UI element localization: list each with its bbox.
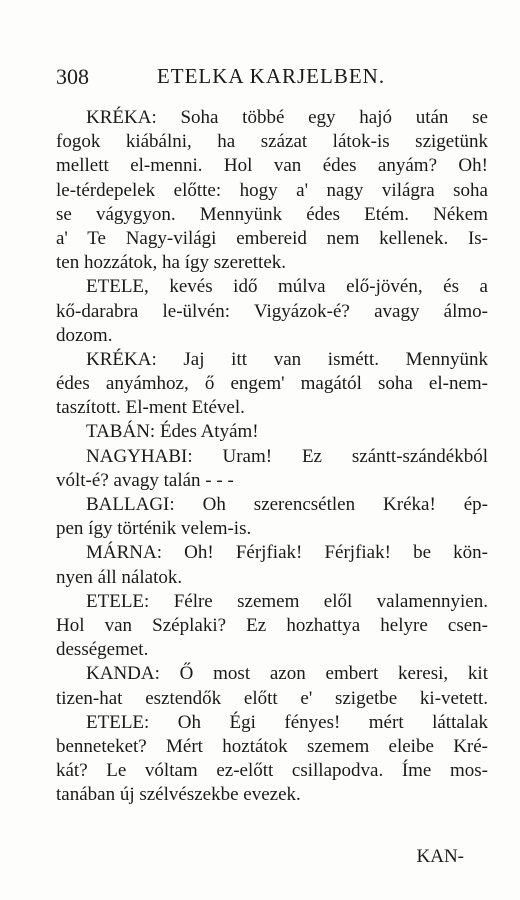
text-line: TABÁN: Édes Atyám!: [86, 421, 259, 443]
running-title: ETELKA KARJELBEN.: [156, 64, 386, 88]
text-line: dességemet.: [56, 639, 149, 661]
text-line: mellett el-menni. Hol van édes anyám? Oh!: [56, 155, 488, 177]
body-text: [56, 106, 488, 807]
page-number: 308: [56, 64, 89, 89]
text-line: se vágygyon. Mennyünk édes Etém. Nékem: [56, 203, 488, 225]
text-line: KRÉKA: Soha többé egy hajó után se: [86, 107, 488, 128]
stage-direction-text: ETELE, kevés idő múlva elő-jövén, és a: [86, 276, 488, 298]
text-line: ETELE: Oh Égi fényes! mért láttalak: [86, 711, 488, 733]
text-line: nyen áll nálatok.: [56, 566, 183, 588]
stage-direction-line: [56, 275, 488, 299]
text-line: taszított. El-ment Etével.: [56, 397, 245, 419]
text-line: dozom.: [56, 324, 113, 346]
text-line: kát? Le vóltam ez-előtt csillapodva. Íme mos-: [56, 760, 488, 782]
text-line: NAGYHABI: Uram! Ez szántt-szándékból: [86, 445, 488, 467]
text-line: a' Te Nagy-világi embereid nem kellenek. Is-: [56, 227, 488, 249]
text-line: ten hozzátok, ha így szerettek.: [56, 252, 287, 274]
text-line: benneteket? Mért hoztátok szemem eleibe Kré-: [56, 735, 488, 757]
catchword: KAN-: [416, 846, 464, 867]
text-line: tanában új szélvészekbe evezek.: [56, 784, 301, 806]
text-line: vólt-é? avagy talán - - -: [56, 469, 234, 491]
text-line: KRÉKA: Jaj itt van ismétt. Mennyünk: [86, 348, 488, 370]
text-line: ETELE: Félre szemem elől valamennyien.: [86, 590, 488, 612]
text-line: Hol van Széplaki? Ez hozhattya helyre csen-: [56, 614, 488, 636]
text-line: tizen-hat esztendők előtt e' szigetbe ki-vetett.: [56, 687, 488, 709]
text-line: kő-darabra le-ülvén: Vigyázok-é? avagy álmo-: [56, 300, 488, 322]
text-line: MÁRNA: Oh! Férjfiak! Férjfiak! be kön-: [86, 542, 488, 564]
text-line: édes anyámhoz, ő engem' magától soha el-nem-: [56, 373, 488, 395]
text-line: KANDA: Ő most azon embert keresi, kit: [86, 663, 488, 685]
text-line: BALLAGI: Oh szerencsétlen Kréka! ép-: [86, 494, 488, 515]
text-line: le-térdepelek előtte: hogy a' nagy világra soha: [56, 179, 488, 201]
text-line: fogok kiábálni, ha százat látok-is szigetünk: [56, 131, 488, 153]
text-line: pen így történik velem-is.: [56, 518, 252, 540]
page-header: [56, 64, 486, 90]
